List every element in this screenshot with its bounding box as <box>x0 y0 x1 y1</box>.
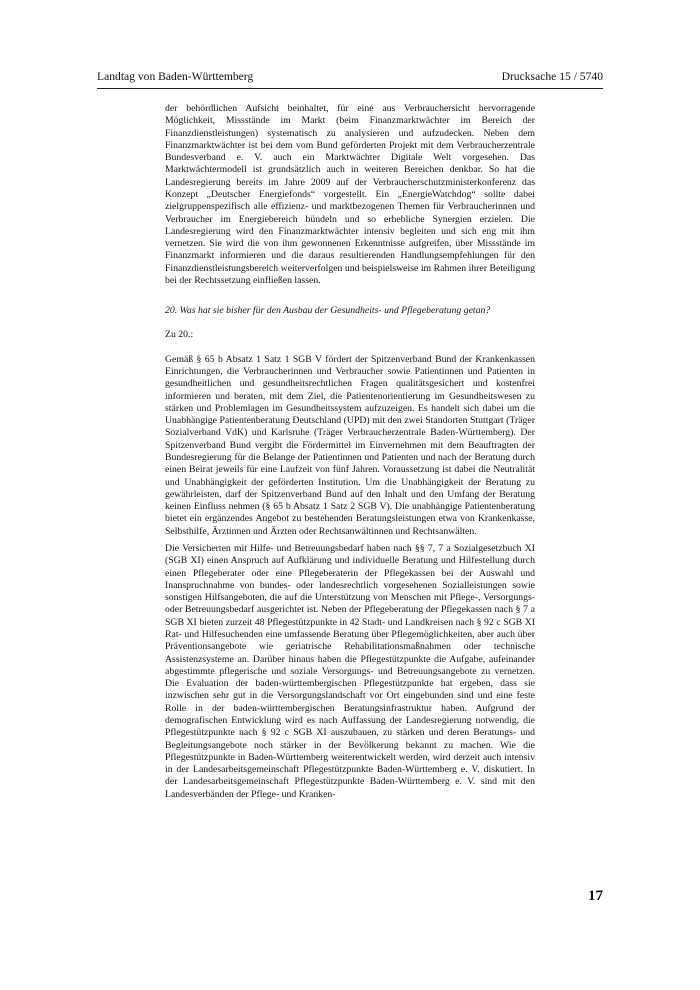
page-body <box>165 103 535 801</box>
answer-paragraph-1: Gemäß § 65 b Absatz 1 Satz 1 SGB V fördert der Spitzenverband Bund der Krankenkassen Einrichtungen, die Verbraucherinnen und Verbraucher sowie Patientinnen und Patienten in gesundheitlichen und gesundheitsrechtlichen Fragen qualitätsgesichert und kostenfrei informieren und beraten, mit dem Ziel, die Patientenorientierung im Gesundheitswesen zu stärken und Problemlagen im Gesundheitssystem aufzuzeigen. Es handelt sich dabei um die Unabhängige Patientenberatung Deutschland (UPD) mit den zwei Standorten Stuttgart (Träger Sozialverband VdK) und Karlsruhe (Träger Verbraucherzentrale Baden-Württemberg). Der Spitzenverband Bund vergibt die Fördermittel im Einvernehmen mit dem Beauftragten der Bundesregierung für die Belange der Patientinnen und Patienten und nach der Beratung durch einen Beirat jeweils für eine Laufzeit von fünf Jahren. Voraussetzung ist dabei die Neutralität und Unabhängigkeit der geförderten Institution. Um die Unabhängigkeit der Beratung zu gewährleisten, darf der Spitzenverband Bund auf den Inhalt und den Umfang der Beratung keinen Einfluss nehmen (§ 65 b Absatz 1 Satz 2 SGB V). Die unabhängige Patientenberatung bietet ein ergänzendes Angebot zu bestehenden Beratungsleistungen etwa von Krankenkasse, Selbsthilfe, Ärztinnen und Ärzten oder Rechtsanwältinnen und Rechtsanwälten. <box>165 353 535 537</box>
header-rule <box>97 88 603 89</box>
header-document-number: Drucksache 15 / 5740 <box>501 70 603 83</box>
answer-label: Zu 20.: <box>165 328 194 340</box>
page-number: 17 <box>588 888 603 904</box>
question-20: 20. Was hat sie bisher für den Ausbau der Gesundheits- und Pflegeberatung getan? <box>165 305 491 317</box>
page-header <box>97 70 603 88</box>
answer-paragraph-2: Die Versicherten mit Hilfe- und Betreuungsbedarf haben nach §§ 7, 7 a Sozialgesetzbuch XI (SGB XI) einen Anspruch auf Aufklärung und individuelle Beratung und Hilfestellung durch einen Pflegeberater oder eine Pflegeberaterin der Pflegekassen bei der Auswahl und Inanspruchnahme von bundes- oder landesrechtlich vorgesehenen Sozialleistungen sowie sonstigen Hilfsangeboten, die auf die Unterstützung von Menschen mit Pflege-, Versorgungs- oder Betreuungsbedarf ausgerichtet ist. Neben der Pflegeberatung der Pflegekassen nach § 7 a SGB XI bieten zurzeit 48 Pflegestützpunkte in 42 Stadt- und Landkreisen nach § 92 c SGB XI Rat- und Hilfesuchenden eine umfassende Beratung über Pflegemöglichkeiten, aber auch über Präventionsangebote wie geriatrische Rehabilitationsmaßnahmen oder technische Assistenzsysteme an. Darüber hinaus haben die Pflegestützpunkte die Aufgabe, aufeinander abgestimmte pflegerische und soziale Versorgungs- und Betreuungsangebote zu vernetzen. Die Evaluation der baden-württembergischen Pflegestützpunkte hat ergeben, dass sie inzwischen sehr gut in die Versorgungslandschaft vor Ort eingebunden sind und eine feste Rolle in der baden-württembergischen Beratungsinfrastruktur haben. Aufgrund der demografischen Entwicklung wird es nach Auffassung der Landesregierung notwendig, die Pflegestützpunkte nach § 92 c SGB XI auszubauen, zu stärken und deren Beratungs- und Begleitungsangebote noch stärker in der Bevölkerung bekannt zu machen. Wie die Pflegestützpunkte in Baden-Württemberg weiterentwickelt werden, wird derzeit auch intensiv in der Landesarbeitsgemeinschaft Pflegestützpunkte Baden-Württemberg e. V. diskutiert. In der Landesarbeitsgemeinschaft Pflegestützpunkte Baden-Württemberg e. V. sind mit den Landesverbänden der Pflege- und Kranken- <box>165 543 535 800</box>
header-publisher: Landtag von Baden-Württemberg <box>97 70 254 83</box>
paragraph-continuation: der behördlichen Aufsicht beinhaltet, für eine aus Verbrauchersicht hervorragende Möglichkeit, Missstände im Markt (beim Finanzmarktwächter im Bereich der Finanzdienstleistungen) systematisch zu analysieren und aufzudecken. Neben dem Finanzmarktwächter ist bei dem vom Bund geförderten Projekt mit dem Verbraucherzentrale Bundesverband e. V. auch ein Marktwächter Digitale Welt vorgesehen. Das Marktwächtermodell ist grundsätzlich auch in weiteren Bereichen denkbar. So hat die Landesregierung bereits im Jahre 2009 auf der Verbraucherschutzministerkonferenz das Konzept „Deutscher Energiefonds“ vorgestellt. Ein „EnergieWatchdog“ sollte dabei zielgruppenspezifisch alle effizienz- und marktbezogenen Themen für Verbraucherinnen und Verbraucher im Energiebereich bündeln und so erhebliche Synergien erzielen. Die Landesregierung wird den Finanzmarktwächter intensiv begleiten und sich eng mit ihm vernetzen. Sie wird die von ihm gewonnenen Erkenntnisse aufgreifen, über Missstände im Finanzmarkt informieren und die daraus resultierenden Handlungsempfehlungen für den Finanzdienstleistungsbereich weiterverfolgen und beispielsweise im Rahmen ihrer Beteiligung bei der Rechtssetzung einfließen lassen. <box>165 103 535 286</box>
